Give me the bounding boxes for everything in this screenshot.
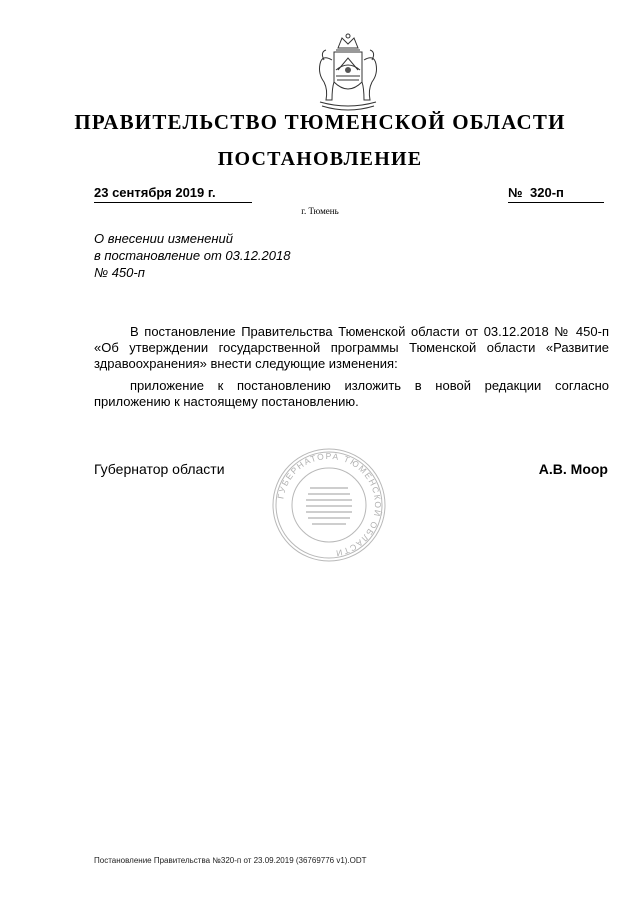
subject-line: О внесении изменений [94,231,233,246]
government-title: ПРАВИТЕЛЬСТВО ТЮМЕНСКОЙ ОБЛАСТИ [74,110,566,134]
body-paragraph: приложение к постановлению изложить в новой редакции согласно приложению к настоящему постановлению. [94,378,609,409]
svg-text:ГУБЕРНАТОРА ТЮМЕНСКОЙ ОБЛАСТИ: ГУБЕРНАТОРА ТЮМЕНСКОЙ ОБЛАСТИ [275,450,384,559]
document-subject [94,230,290,281]
subject-line: № 450-п [94,265,145,280]
signatory-title: Губернатор области [94,461,225,477]
number-underline [508,202,604,203]
number-sign: № [508,185,523,200]
official-seal [270,446,388,564]
city-label: г. Тюмень [301,206,339,216]
subject-line: в постановление от 03.12.2018 [94,248,291,263]
signatory-name: А.В. Моор [538,461,608,477]
document-date: 23 сентября 2019 г. [94,185,216,200]
date-underline [94,202,252,203]
document-body [94,324,609,416]
document-number: 320-п [530,185,564,200]
document-type-title: ПОСТАНОВЛЕНИЕ [217,148,423,170]
coat-of-arms-emblem [302,30,394,116]
footer-file-reference: Постановление Правительства №320-п от 23.09.2019 (36769776 v1).ODT [94,856,367,865]
body-paragraph: В постановление Правительства Тюменской области от 03.12.2018 № 450-п «Об утверждении государственной программы Тюменской области «Развитие здравоохранения» внести следующие изменения: [94,324,609,371]
